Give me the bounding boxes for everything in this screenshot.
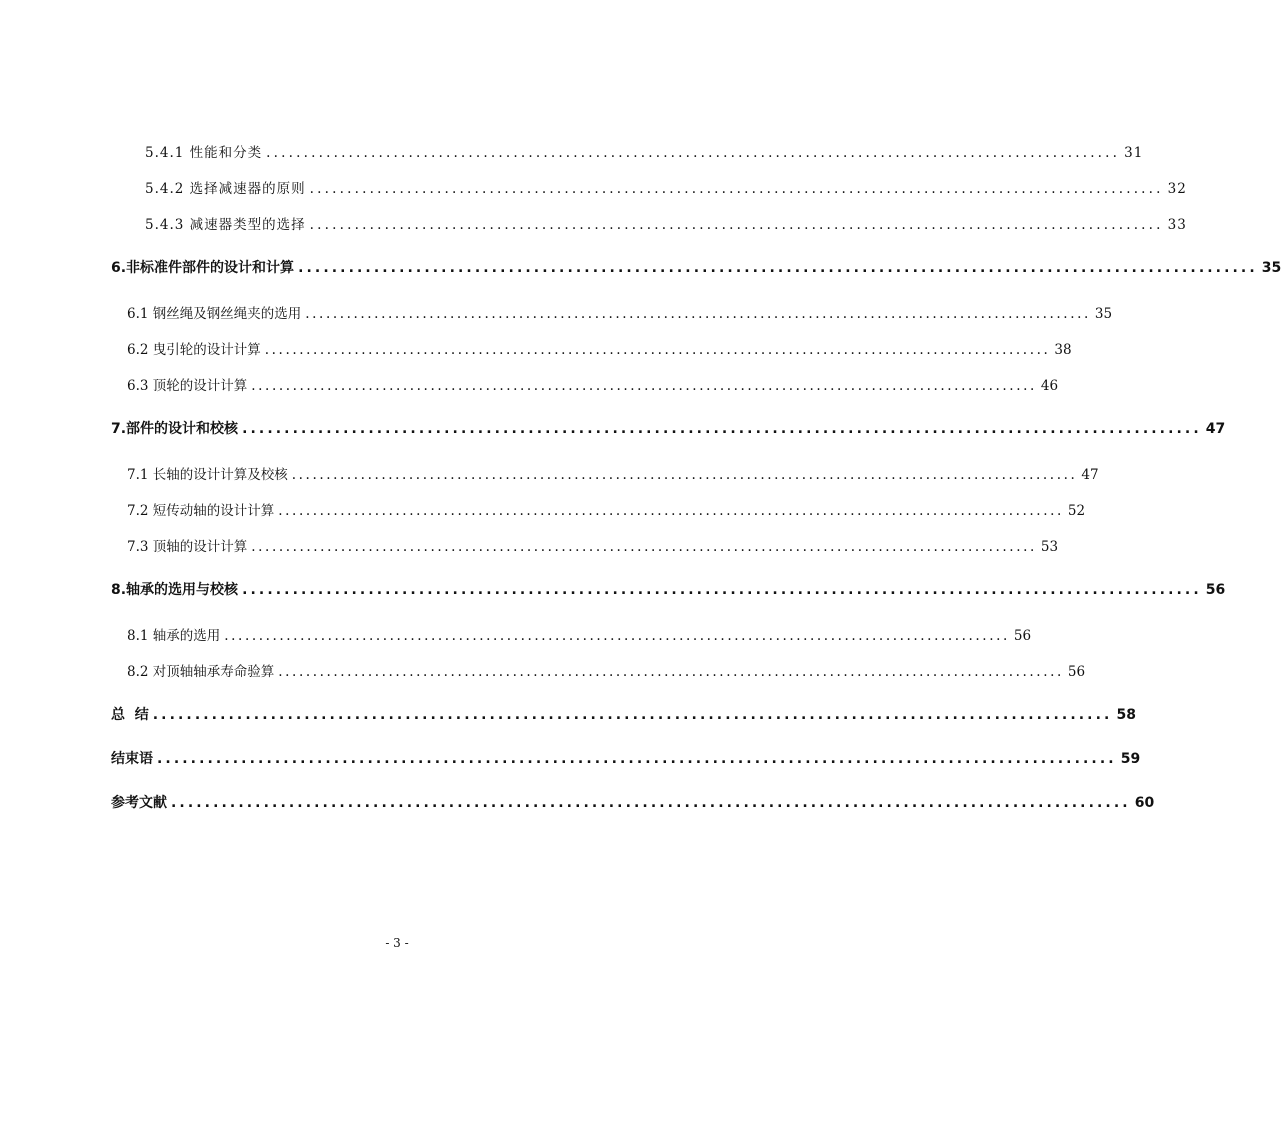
toc-dot-leader: .................................................................................................................. <box>278 664 1064 680</box>
toc-entry-page: 53 <box>1040 539 1059 555</box>
toc-dot-leader: .................................................................................................................. <box>251 539 1037 555</box>
toc-entry-page: 60 <box>1134 795 1155 811</box>
toc-dot-leader: .................................................................................................................. <box>152 707 1113 723</box>
toc-entry[interactable] <box>127 463 1099 483</box>
toc-entry-page: 59 <box>1120 751 1141 767</box>
toc-dot-leader: .................................................................................................................. <box>291 467 1078 483</box>
toc-entry-title: 总 结 <box>111 707 149 723</box>
toc-entry-page: 58 <box>1116 707 1136 723</box>
toc-dot-leader: .................................................................................................................. <box>266 145 1121 161</box>
toc-dot-leader: .................................................................................................................. <box>224 628 1010 644</box>
toc-entry[interactable] <box>145 177 1187 197</box>
toc-dot-leader: .................................................................................................................. <box>309 217 1164 233</box>
toc-chapter-entry[interactable] <box>111 704 1136 724</box>
toc-entry-title: 6.1 钢丝绳及钢丝绳夹的选用 <box>127 306 302 322</box>
toc-entry-page: 38 <box>1054 342 1072 358</box>
toc-entry[interactable] <box>145 213 1187 233</box>
toc-dot-leader: .................................................................................................................. <box>251 378 1037 394</box>
toc-entry-page: 35 <box>1261 260 1281 276</box>
toc-chapter-entry[interactable] <box>111 579 1226 599</box>
toc-entry-title: 8.1 轴承的选用 <box>127 628 221 644</box>
toc-entry-page: 31 <box>1124 145 1144 161</box>
toc-entry-title: 7.2 短传动轴的设计计算 <box>127 503 275 519</box>
toc-entry-title: 参考文献 <box>111 795 167 811</box>
toc-entry[interactable] <box>127 624 1032 644</box>
toc-entry-title: 6.3 顶轮的设计计算 <box>127 378 248 394</box>
toc-entry-title: 8.轴承的选用与校核 <box>111 582 239 598</box>
toc-entry-page: 46 <box>1040 378 1059 394</box>
toc-entry-title: 8.2 对顶轴轴承寿命验算 <box>127 664 275 680</box>
toc-chapter-entry[interactable] <box>111 257 1281 277</box>
toc-dot-leader: .................................................................................................................. <box>309 181 1164 197</box>
toc-entry-page: 56 <box>1067 664 1086 680</box>
toc-entry-page: 33 <box>1167 217 1187 233</box>
toc-chapter-entry[interactable] <box>111 792 1155 812</box>
toc-entry-title: 7.1 长轴的设计计算及校核 <box>127 467 288 483</box>
toc-entry-title: 6.2 曳引轮的设计计算 <box>127 342 261 358</box>
toc-entry-page: 52 <box>1067 503 1086 519</box>
toc-entry[interactable] <box>127 660 1086 680</box>
toc-chapter-entry[interactable] <box>111 748 1141 768</box>
toc-dot-leader: .................................................................................................................. <box>298 260 1258 276</box>
toc-dot-leader: .................................................................................................................. <box>305 306 1091 322</box>
toc-dot-leader: .................................................................................................................. <box>278 503 1064 519</box>
toc-entry-title: 7.3 顶轴的设计计算 <box>127 539 248 555</box>
toc-entry-title: 5.4.2 选择减速器的原则 <box>145 181 306 197</box>
toc-dot-leader: .................................................................................................................. <box>242 582 1202 598</box>
toc-entry-title: 5.4.3 减速器类型的选择 <box>145 217 306 233</box>
toc-entry-title: 7.部件的设计和校核 <box>111 421 239 437</box>
toc-dot-leader: .................................................................................................................. <box>157 751 1117 767</box>
toc-entry-title: 5.4.1 性能和分类 <box>145 145 263 161</box>
toc-entry[interactable] <box>127 499 1086 519</box>
toc-entry-title: 6.非标准件部件的设计和计算 <box>111 260 295 276</box>
toc-entry-page: 56 <box>1205 582 1226 598</box>
toc-entry-title: 结束语 <box>111 751 153 767</box>
toc-entry-page: 47 <box>1081 467 1099 483</box>
toc-entry[interactable] <box>145 141 1144 161</box>
toc-entry[interactable] <box>127 535 1059 555</box>
toc-entry-page: 56 <box>1013 628 1032 644</box>
toc-dot-leader: .................................................................................................................. <box>242 421 1202 437</box>
toc-entry-page: 35 <box>1094 306 1113 322</box>
toc-entry-page: 47 <box>1205 421 1226 437</box>
toc-entry-page: 32 <box>1167 181 1187 197</box>
toc-chapter-entry[interactable] <box>111 418 1226 438</box>
toc-entry[interactable] <box>127 338 1072 358</box>
toc-dot-leader: .................................................................................................................. <box>264 342 1051 358</box>
page-number: - 3 - <box>385 936 409 950</box>
toc-dot-leader: .................................................................................................................. <box>171 795 1131 811</box>
toc-entry[interactable] <box>127 374 1059 394</box>
toc-entry[interactable] <box>127 302 1113 322</box>
